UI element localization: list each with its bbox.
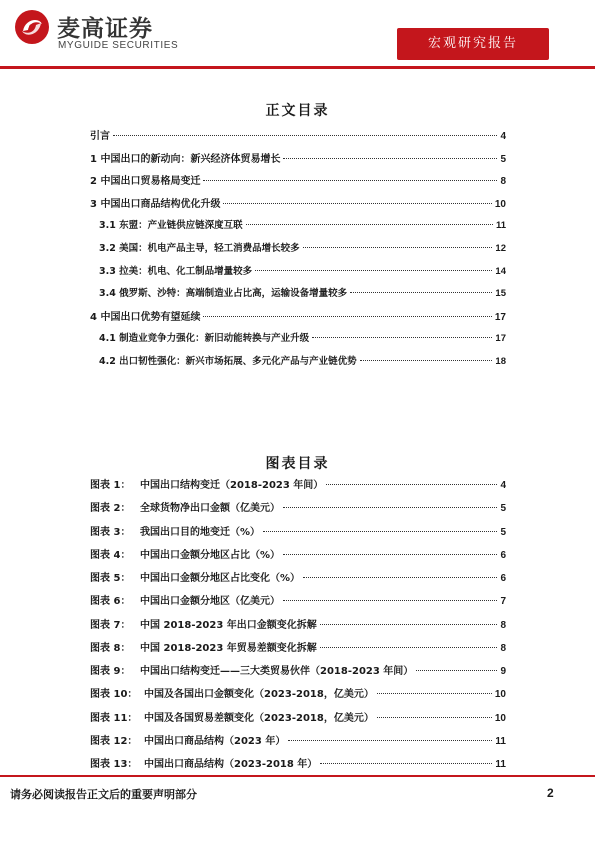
figure-entry-label: 中国出口结构变迁（2018-2023 年间） (140, 480, 324, 491)
dot-leader (283, 158, 497, 159)
toc-entry-page: 15 (495, 288, 506, 300)
figure-entry-label: 全球货物净出口金额（亿美元） (140, 503, 280, 515)
dot-leader (223, 203, 491, 204)
toc-entry-label: 2 中国出口贸易格局变迁 (90, 176, 201, 188)
figure-entry-label: 中国 2018-2023 年贸易差额变化拆解 (140, 642, 317, 654)
brand-name-english: MYGUIDE SECURITIES (58, 40, 179, 51)
dot-leader (255, 270, 492, 271)
figure-entry[interactable] (90, 662, 506, 678)
red-swirl-logo-icon (14, 9, 50, 45)
dot-leader (326, 484, 497, 485)
toc-entry-page: 14 (495, 265, 506, 277)
figure-number: 图表 10： (90, 689, 138, 701)
figure-entry-page: 11 (495, 759, 506, 770)
figure-entry[interactable] (90, 499, 506, 515)
toc-entry-label: 引言 (90, 131, 110, 142)
figure-entry[interactable] (90, 616, 506, 632)
figure-number: 图表 4： (90, 549, 131, 561)
toc-entry-page: 5 (500, 153, 506, 165)
dot-leader (350, 292, 492, 293)
figure-entry[interactable] (90, 732, 506, 748)
figure-entry-page: 8 (500, 642, 506, 654)
figure-entry-label: 中国及各国出口金额变化（2023-2018，亿美元） (144, 689, 374, 701)
figure-entry[interactable] (90, 523, 506, 539)
figure-entry-page: 5 (500, 503, 506, 515)
figure-entry-page: 5 (500, 526, 506, 538)
toc-entry-label: 3 中国出口商品结构优化升级 (90, 198, 221, 210)
figure-entry-label: 中国出口商品结构（2023-2018 年） (144, 759, 318, 770)
dot-leader (320, 647, 498, 648)
dot-leader (320, 763, 492, 764)
footer-divider (0, 775, 595, 777)
dot-leader (312, 337, 492, 338)
figure-number: 图表 11： (90, 712, 138, 724)
toc-section-entry[interactable] (90, 195, 506, 211)
toc-subsection-entry[interactable] (99, 330, 506, 346)
figure-entry[interactable] (90, 639, 506, 655)
dot-leader (203, 316, 491, 317)
footer-disclaimer: 请务必阅读报告正文后的重要声明部分 (10, 788, 197, 801)
figure-entry-label: 中国出口商品结构（2023 年） (144, 735, 286, 747)
toc-subsection-entry[interactable] (99, 240, 506, 256)
figure-number: 图表 9： (90, 666, 131, 677)
toc-entry-page: 12 (495, 243, 506, 254)
report-type-badge: 宏观研究报告 (397, 28, 549, 60)
figure-entry[interactable] (90, 476, 506, 492)
dot-leader (288, 740, 492, 741)
figure-entry-label: 中国出口金额分地区（亿美元） (140, 596, 280, 608)
dot-leader (360, 360, 493, 361)
figure-entry-page: 9 (500, 666, 506, 677)
toc-entry-page: 10 (494, 198, 506, 210)
toc-subsection-entry[interactable] (99, 285, 506, 301)
toc-entry-page: 4 (500, 131, 506, 142)
toc-subsection-entry[interactable] (99, 353, 506, 369)
toc-section-entry[interactable] (90, 127, 506, 143)
toc-entry-label: 3.1 东盟：产业链供应链深度互联 (99, 220, 243, 232)
toc-entry-label: 4 中国出口优势有望延续 (90, 311, 201, 323)
figure-entry[interactable] (90, 546, 506, 562)
dot-leader (283, 600, 497, 601)
toc-subsection-entry[interactable] (99, 217, 506, 233)
dot-leader (283, 507, 497, 508)
figure-entry-label: 中国出口金额分地区占比变化（%） (140, 573, 301, 584)
toc-section-entry[interactable] (90, 150, 506, 166)
figure-entry[interactable] (90, 685, 506, 701)
figure-entry[interactable] (90, 569, 506, 585)
dot-leader (246, 224, 493, 225)
figure-entry-label: 我国出口目的地变迁（%） (140, 526, 261, 538)
toc-title: 正文目录 (265, 103, 330, 119)
figure-entry-page: 6 (500, 549, 506, 561)
toc-section-entry[interactable] (90, 172, 506, 188)
dot-leader (283, 554, 497, 555)
figure-entry[interactable] (90, 592, 506, 608)
figure-entry-page: 10 (494, 712, 506, 724)
figure-number: 图表 12： (90, 735, 138, 747)
figure-number: 图表 7： (90, 619, 131, 631)
figure-entry-page: 10 (494, 689, 506, 701)
figure-number: 图表 3： (90, 526, 131, 538)
figure-number: 图表 2： (90, 503, 131, 515)
dot-leader (263, 531, 497, 532)
figure-entry[interactable] (90, 709, 506, 725)
figure-entry-page: 11 (495, 735, 506, 747)
toc-section-entry[interactable] (90, 308, 506, 324)
toc-entry-page: 18 (495, 356, 506, 367)
dot-leader (113, 135, 497, 136)
toc-entry-page: 17 (495, 333, 506, 345)
figure-entry-label: 中国出口金额分地区占比（%） (140, 549, 281, 561)
toc-entry-page: 8 (500, 176, 506, 188)
page-number: 2 (547, 786, 554, 800)
toc-subsection-entry[interactable] (99, 263, 506, 279)
dot-leader (203, 180, 497, 181)
dot-leader (416, 670, 497, 671)
figure-entry-label: 中国 2018-2023 年出口金额变化拆解 (140, 619, 317, 631)
figure-number: 图表 8： (90, 642, 131, 654)
toc-entry-label: 3.3 拉美：机电、化工制品增量较多 (99, 265, 253, 277)
toc-entry-label: 4.1 制造业竞争力强化：新旧动能转换与产业升级 (99, 333, 310, 345)
dot-leader (377, 693, 492, 694)
dot-leader (377, 717, 492, 718)
toc-entry-label: 1 中国出口的新动向：新兴经济体贸易增长 (90, 153, 281, 165)
toc-entry-page: 11 (495, 220, 506, 232)
figure-entry-page: 4 (500, 480, 506, 491)
dot-leader (320, 624, 498, 625)
figure-number: 图表 6： (90, 596, 131, 608)
figure-entry-page: 8 (500, 619, 506, 631)
figure-number: 图表 5： (90, 573, 131, 584)
figure-entry-page: 6 (500, 573, 506, 584)
figure-entry-label: 中国及各国贸易差额变化（2023-2018，亿美元） (144, 712, 374, 724)
figure-number: 图表 1： (90, 480, 131, 491)
page-header (0, 0, 595, 72)
toc-entry-label: 3.4 俄罗斯、沙特：高端制造业占比高，运输设备增量较多 (99, 288, 348, 300)
dot-leader (303, 247, 493, 248)
figure-number: 图表 13： (90, 759, 138, 770)
header-divider (0, 66, 595, 69)
toc-entry-label: 3.2 美国：机电产品主导，轻工消费品增长较多 (99, 243, 300, 254)
figure-list-title: 图表目录 (265, 456, 330, 472)
toc-entry-page: 17 (494, 311, 506, 323)
brand-name: 麦高证券 (57, 16, 153, 42)
figure-entry-label: 中国出口结构变迁——三大类贸易伙伴（2018-2023 年间） (140, 666, 414, 677)
dot-leader (303, 577, 497, 578)
figure-entry-page: 7 (500, 596, 506, 608)
figure-entry[interactable] (90, 755, 506, 771)
toc-entry-label: 4.2 出口韧性强化：新兴市场拓展、多元化产品与产业链优势 (99, 356, 357, 367)
